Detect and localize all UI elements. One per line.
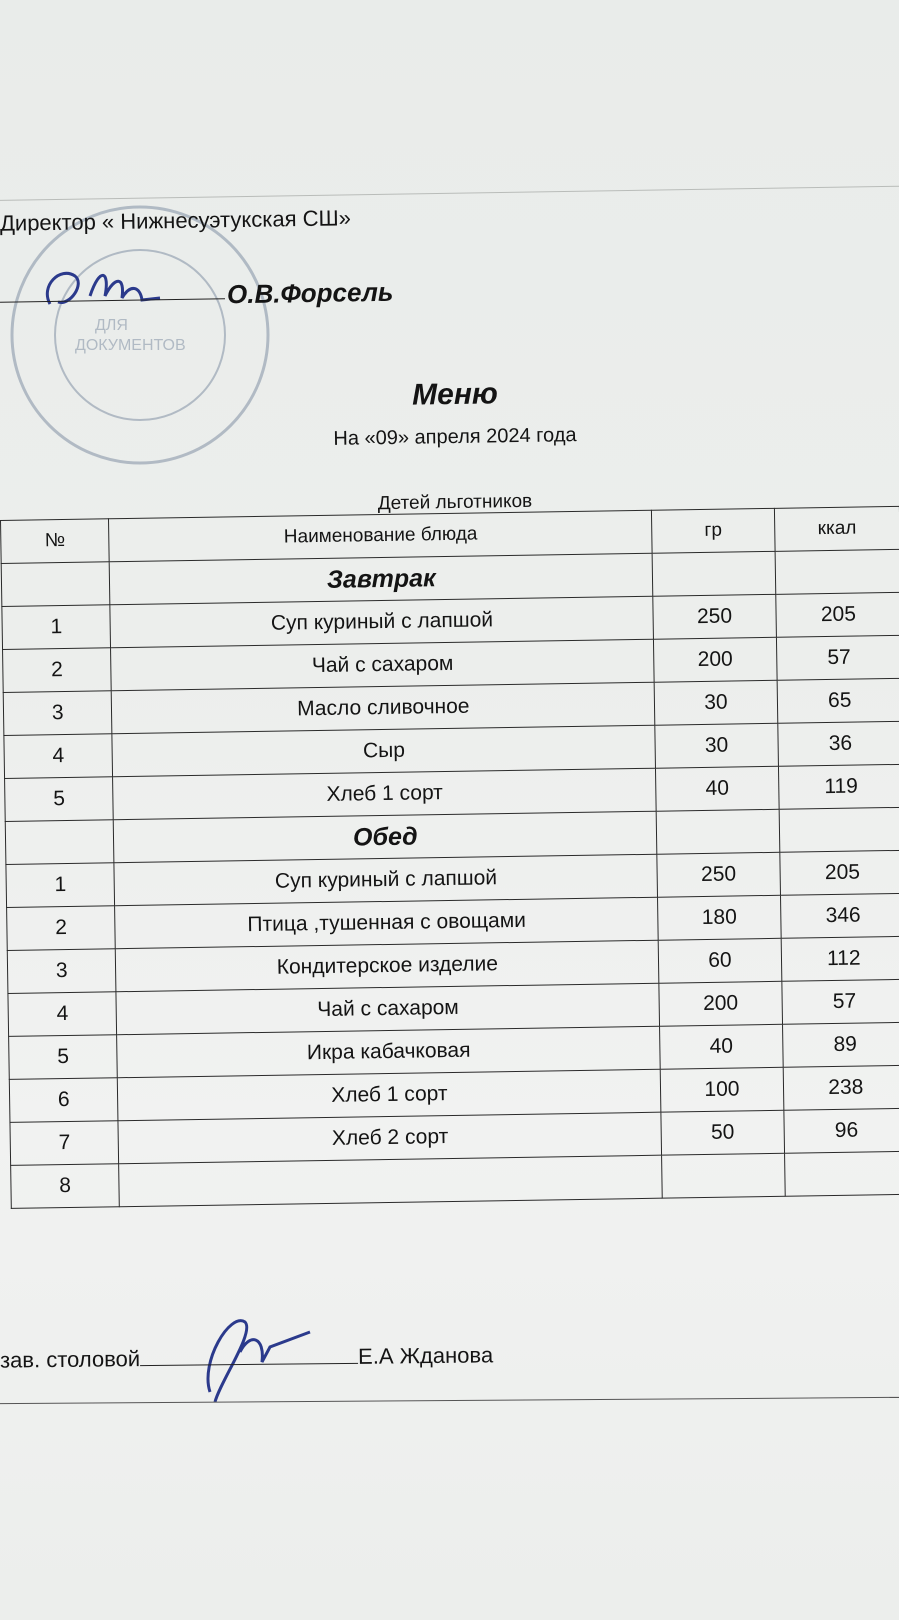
cell-grams: 250 [653,594,776,639]
cell-grams [662,1153,785,1198]
cell-grams: 250 [657,852,780,897]
cell-number: 5 [5,777,114,822]
cell-dish-name: Чай с сахаром [116,983,660,1035]
bottom-rule [0,1397,899,1404]
cell-dish-name: Икра кабачковая [117,1026,661,1078]
cell-grams: 30 [655,723,778,768]
cell-dish-name: Птица ,тушенная с овощами [115,897,659,949]
menu-table [0,506,899,1209]
cell-kcal: 346 [780,893,899,938]
director-title: Директор « Нижнесуэтукская СШ» [0,205,352,236]
cell-grams: 40 [656,766,779,811]
cell-number: 3 [3,691,112,736]
footer-name: Е.А Жданова [357,1342,494,1369]
section-empty-cell [652,551,775,596]
cell-number: 2 [7,906,116,951]
cell-kcal: 112 [781,936,899,981]
cell-number: 7 [10,1121,119,1166]
cell-dish-name: Хлеб 2 сорт [118,1112,662,1164]
cell-number: 4 [8,992,117,1037]
section-empty-cell [775,549,899,594]
cell-grams: 100 [660,1067,783,1112]
director-name: О.В.Форсель [226,276,394,310]
footer-label: зав. столовой [0,1346,141,1373]
cell-kcal: 96 [783,1108,899,1153]
cell-number: 6 [9,1078,118,1123]
cell-kcal: 205 [779,850,899,895]
header-number: № [1,519,110,564]
cell-number: 8 [11,1164,120,1209]
section-empty-cell [5,820,114,865]
cell-number: 5 [9,1035,118,1080]
cell-dish-name: Масло сливочное [112,682,656,734]
cell-number: 1 [2,605,111,650]
footer-signature-line [140,1345,358,1366]
cell-grams: 50 [661,1110,784,1155]
cell-number: 3 [7,949,116,994]
cell-kcal: 57 [776,635,899,680]
cell-grams: 30 [654,680,777,725]
cell-kcal: 119 [778,764,899,809]
document-date: На «09» апреля 2024 года [333,424,577,450]
cell-kcal: 238 [783,1065,899,1110]
cell-kcal: 65 [777,678,899,723]
header-grams: гр [652,508,775,553]
header-dish-name: Наименование блюда [109,510,653,562]
section-empty-cell [656,809,779,854]
cell-grams: 200 [654,637,777,682]
cell-dish-name: Кондитерское изделие [116,940,660,992]
menu-table-wrapper [0,506,899,1209]
cell-grams: 40 [660,1024,783,1069]
director-signature [30,256,230,316]
cell-kcal: 36 [777,721,899,766]
cell-number: 4 [4,734,113,779]
cell-number: 1 [6,863,115,908]
cell-dish-name: Суп куриный с лапшой [110,596,654,648]
cell-dish-name [119,1155,663,1207]
svg-text:ДОКУМЕНТОВ: ДОКУМЕНТОВ [75,337,186,354]
header-kcal: ккал [774,506,899,551]
cell-dish-name: Хлеб 1 сорт [118,1069,662,1121]
section-title: Обед [114,811,658,863]
cell-kcal [784,1151,899,1196]
section-title: Завтрак [110,553,654,605]
cell-dish-name: Суп куриный с лапшой [114,854,658,906]
footer-signature-block [0,1342,493,1373]
cell-dish-name: Чай с сахаром [111,639,655,691]
cell-kcal: 57 [781,979,899,1024]
cell-grams: 180 [658,895,781,940]
section-empty-cell [779,807,899,852]
cell-kcal: 89 [782,1022,899,1067]
section-empty-cell [1,562,110,607]
cell-dish-name: Сыр [112,725,656,777]
cell-grams: 200 [659,981,782,1026]
document-subtitle: Детей льготников [377,490,533,515]
document-title: Меню [411,377,499,412]
menu-table-body [1,549,899,1208]
cell-number: 2 [3,648,112,693]
cell-kcal: 205 [775,592,899,637]
cell-dish-name: Хлеб 1 сорт [113,768,657,820]
svg-text:ДЛЯ: ДЛЯ [95,317,128,334]
cell-grams: 60 [658,938,781,983]
